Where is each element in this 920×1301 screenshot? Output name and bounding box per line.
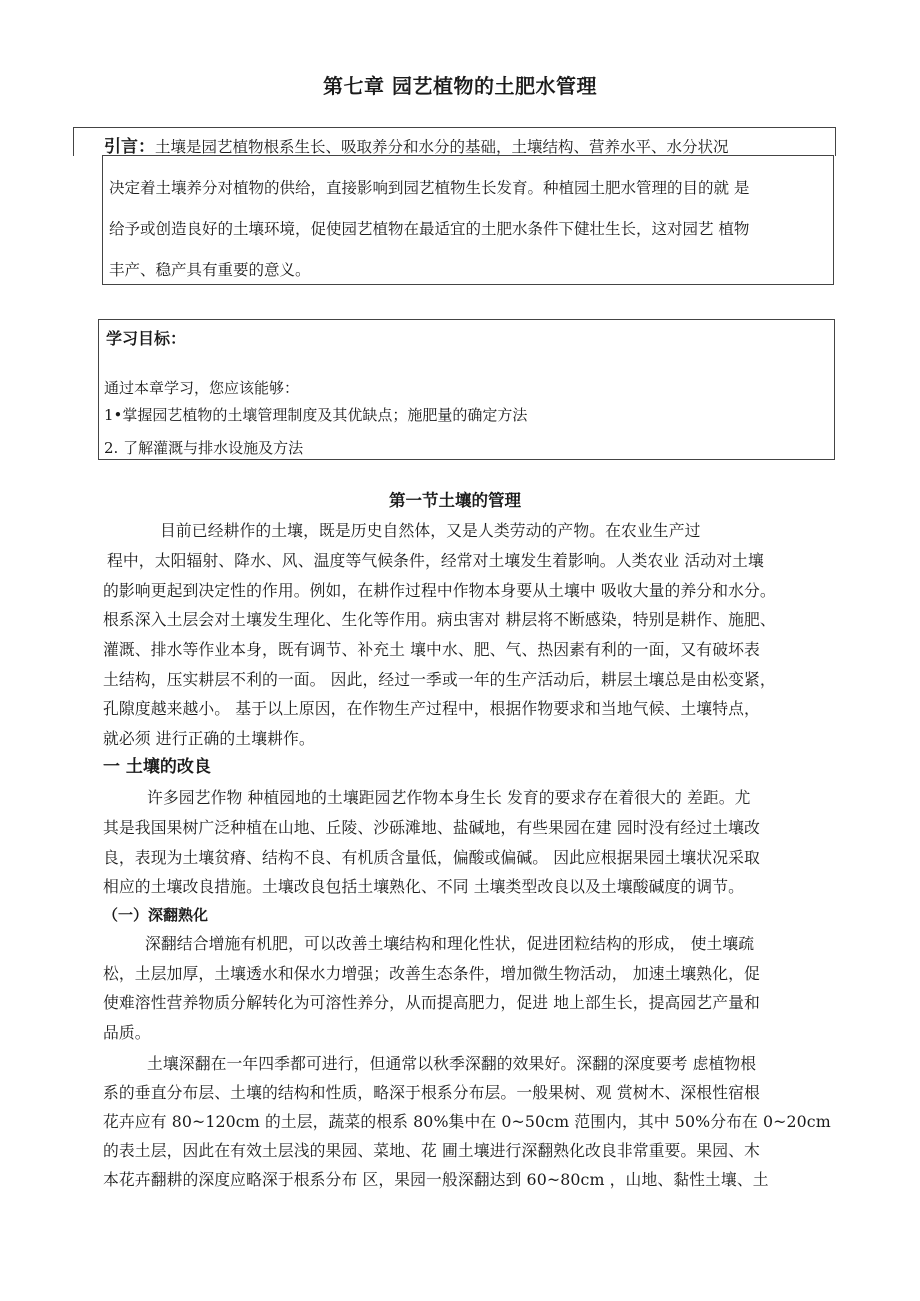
paragraph-line: 的影响更起到决定性的作用。例如，在耕作过程中作物本身要从土壤中 吸收大量的养分和水分。	[103, 581, 776, 600]
sub-subsection-heading: （一）深翻熟化	[103, 906, 209, 924]
paragraph-line: 就必须 进行正确的土壤耕作。	[103, 729, 315, 748]
objective-line: 1•掌握园艺植物的土壤管理制度及其优缺点；施肥量的确定方法	[104, 406, 528, 424]
paragraph-line: 土壤深翻在一年四季都可进行，但通常以秋季深翻的效果好。深翻的深度要考 虑植物根	[147, 1054, 757, 1073]
paragraph-line: 松，土层加厚，土壤透水和保水力增强；改善生态条件，增加微生物活动， 加速土壤熟化，促	[103, 964, 760, 983]
intro-label: 引言：	[104, 137, 155, 157]
intro-body-box	[102, 155, 834, 285]
subsection-heading: 一 土壤的改良	[103, 757, 211, 777]
paragraph-line: 系的垂直分布层、土壤的结构和性质，略深于根系分布层。一般果树、观 赏树木、深根性宿根	[103, 1083, 760, 1102]
section-title: 第一节土壤的管理	[389, 491, 521, 510]
learning-objectives-box	[98, 319, 835, 460]
paragraph-line: 灌溉、排水等作业本身，既有调节、补充土 壤中水、肥、气、热因素有利的一面，又有破坏表	[103, 640, 760, 659]
paragraph-line: 相应的土壤改良措施。土壤改良包括土壤熟化、不同 土壤类型改良以及土壤酸碱度的调节。	[103, 877, 744, 896]
paragraph-line: 土结构，压实耕层不利的一面。 因此，经过一季或一年的生产活动后，耕层土壤总是由松变紧，	[103, 670, 776, 689]
intro-header-box	[73, 127, 836, 156]
intro-first-line	[104, 132, 729, 157]
intro-line: 丰产、稳产具有重要的意义。	[109, 261, 311, 279]
intro-first-text: 土壤是园艺植物根系生长、吸取养分和水分的基础，土壤结构、营养水平、水分状况	[155, 138, 729, 156]
paragraph-line: 许多园艺作物 种植园地的土壤距园艺作物本身生长 发育的要求存在着很大的 差距。尤	[147, 788, 751, 807]
paragraph-line: 深翻结合增施有机肥，可以改善土壤结构和理化性状，促进团粒结构的形成， 使土壤疏	[145, 934, 755, 953]
chapter-title: 第七章 园艺植物的土肥水管理	[323, 74, 597, 98]
intro-line: 给予或创造良好的土壤环境，促使园艺植物在最适宜的土肥水条件下健壮生长，这对园艺 植物	[109, 220, 750, 238]
paragraph-line: 花卉应有 80~120cm 的土层，蔬菜的根系 80%集中在 0~50cm 范围内，其中 50%分布在 0~20cm	[103, 1112, 831, 1131]
intro-line: 决定着土壤养分对植物的供给，直接影响到园艺植物生长发育。种植园土肥水管理的目的就 是	[109, 179, 750, 197]
paragraph-line: 良，表现为土壤贫瘠、结构不良、有机质含量低，偏酸或偏碱。 因此应根据果园土壤状况采取	[103, 848, 760, 867]
objective-line: 2. 了解灌溉与排水设施及方法	[104, 439, 304, 457]
paragraph-line: 本花卉翻耕的深度应略深于根系分布 区，果园一般深翻达到 60~80cm ，山地、黏性土壤、土	[103, 1170, 769, 1189]
paragraph-line: 目前已经耕作的土壤，既是历史自然体，又是人类劳动的产物。在农业生产过	[160, 521, 701, 540]
paragraph-line: 使难溶性营养物质分解转化为可溶性养分，从而提高肥力，促进 地上部生长，提高园艺产量和	[103, 993, 760, 1012]
paragraph-line: 品质。	[103, 1023, 151, 1042]
paragraph-line: 孔隙度越来越小。 基于以上原因，在作物生产过程中，根据作物要求和当地气候、土壤特点，	[103, 699, 760, 718]
paragraph-line: 其是我国果树广泛种植在山地、丘陵、沙砾滩地、盐碱地，有些果园在建 园时没有经过土壤改	[103, 818, 760, 837]
paragraph-line: 根系深入土层会对土壤发生理化、生化等作用。病虫害对 耕层将不断感染，特别是耕作、施肥、	[103, 610, 776, 629]
paragraph-line: 的表土层，因此在有效土层浅的果园、菜地、花 圃土壤进行深翻熟化改良非常重要。果园、木	[103, 1141, 760, 1160]
objective-line: 通过本章学习，您应该能够：	[104, 379, 300, 397]
paragraph-line: 程中，太阳辐射、降水、风、温度等气候条件，经常对土壤发生着影响。人类农业 活动对土壤	[107, 551, 764, 570]
objectives-title: 学习目标：	[106, 329, 187, 348]
